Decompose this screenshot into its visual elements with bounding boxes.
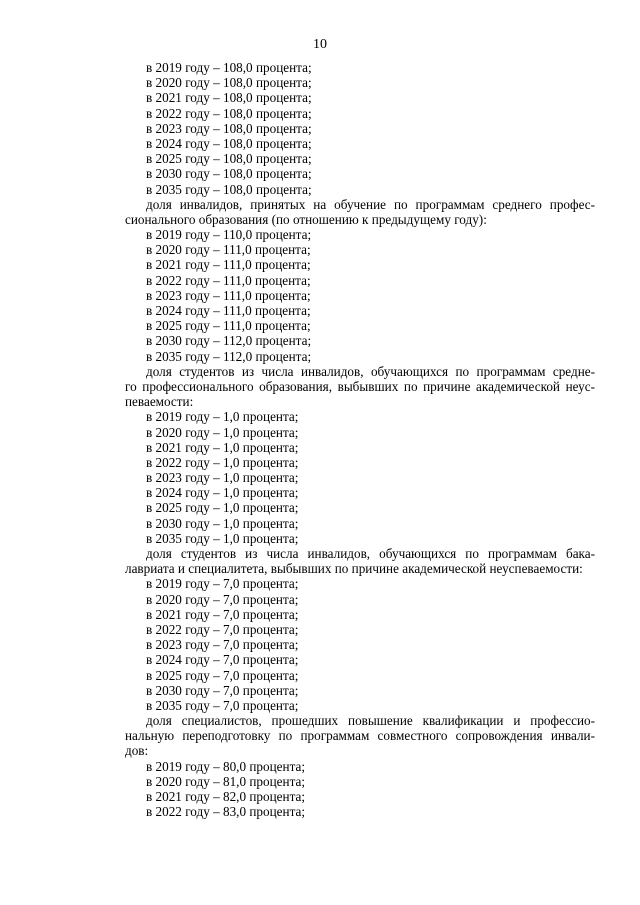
indicator-value-line: в 2030 году – 1,0 процента; [146,515,299,531]
paragraph-line: доля студентов из числа инвалидов, обучающихся по программам средне- [146,363,595,379]
indicator-value-line: в 2035 году – 112,0 процента; [146,348,312,364]
indicator-value-line: в 2035 году – 108,0 процента; [146,181,312,197]
indicator-value-line: в 2020 году – 7,0 процента; [146,591,299,607]
indicator-value-line: в 2025 году – 7,0 процента; [146,667,299,683]
indicator-value-line: в 2035 году – 1,0 процента; [146,530,299,546]
indicator-values-list [125,60,595,197]
paragraph-line: доля студентов из числа инвалидов, обучающихся по программам бака- [146,546,595,561]
indicator-value-line: в 2020 году – 108,0 процента; [146,75,312,91]
indicator-value-line: в 2022 году – 7,0 процента; [146,621,299,637]
indicator-value-line: в 2023 году – 1,0 процента; [146,470,299,486]
indicator-value-line: в 2025 году – 108,0 процента; [146,151,312,167]
indicator-value-line: в 2019 году – 108,0 процента; [146,60,312,75]
indicator-value-line: в 2030 году – 7,0 процента; [146,682,299,698]
indicator-value-line: в 2023 году – 108,0 процента; [146,120,312,136]
page-number: 10 [313,37,327,52]
paragraph-line: доля специалистов, прошедших повышение квалификации и профессио- [146,713,595,729]
indicator-value-line: в 2022 году – 1,0 процента; [146,454,299,470]
indicator-value-line: в 2022 году – 111,0 процента; [146,272,311,288]
indicator-values-list [125,409,595,546]
paragraph-line: сионального образования (по отношению к предыдущему году): [125,211,487,227]
indicator-values-list [125,227,595,364]
indicator-value-line: в 2019 году – 7,0 процента; [146,576,299,592]
indicator-value-line: в 2020 году – 81,0 процента; [146,773,306,789]
indicator-value-line: в 2030 году – 112,0 процента; [146,333,312,349]
indicator-value-line: в 2023 году – 111,0 процента; [146,287,311,303]
indicator-value-line: в 2030 году – 108,0 процента; [146,166,312,182]
indicator-value-line: в 2020 году – 111,0 процента; [146,242,311,258]
indicator-value-line: в 2021 году – 108,0 процента; [146,90,312,106]
indicator-value-line: в 2020 году – 1,0 процента; [146,424,299,440]
indicator-value-line: в 2021 году – 82,0 процента; [146,789,306,804]
indicator-value-line: в 2019 году – 1,0 процента; [146,409,299,425]
indicator-value-line: в 2024 году – 1,0 процента; [146,485,299,501]
indicator-description [125,197,595,227]
paragraph-line: певаемости: [125,394,194,410]
indicator-value-line: в 2022 году – 83,0 процента; [146,804,306,820]
indicator-value-line: в 2025 году – 111,0 процента; [146,318,311,334]
paragraph-line: доля инвалидов, принятых на обучение по программам среднего профес- [146,196,595,212]
indicator-description [125,546,595,576]
indicator-value-line: в 2024 году – 108,0 процента; [146,135,312,151]
indicator-value-line: в 2035 году – 7,0 процента; [146,697,299,713]
indicator-value-line: в 2019 году – 110,0 процента; [146,227,312,243]
indicator-value-line: в 2025 году – 1,0 процента; [146,500,299,516]
paragraph-line: лавриата и специалитета, выбывших по причине академической неуспеваемости: [125,561,583,577]
indicator-value-line: в 2021 году – 111,0 процента; [146,257,311,273]
indicator-value-line: в 2022 году – 108,0 процента; [146,105,312,121]
indicator-description [125,364,595,410]
indicator-values-list [125,759,595,820]
indicator-value-line: в 2019 году – 80,0 процента; [146,758,306,774]
paragraph-line: дов: [125,743,149,759]
indicator-value-line: в 2021 году – 7,0 процента; [146,606,299,622]
indicator-description [125,713,595,759]
indicator-values-list [125,576,595,713]
indicator-value-line: в 2021 году – 1,0 процента; [146,439,299,455]
indicator-value-line: в 2024 году – 7,0 процента; [146,652,299,668]
document-body [125,60,595,819]
indicator-value-line: в 2024 году – 111,0 процента; [146,303,311,318]
paragraph-line: го профессионального образования, выбывших по причине академической неус- [125,378,595,394]
indicator-value-line: в 2023 году – 7,0 процента; [146,637,299,653]
paragraph-line: нальную переподготовку по программам совместного сопровождения инвали- [125,728,595,744]
